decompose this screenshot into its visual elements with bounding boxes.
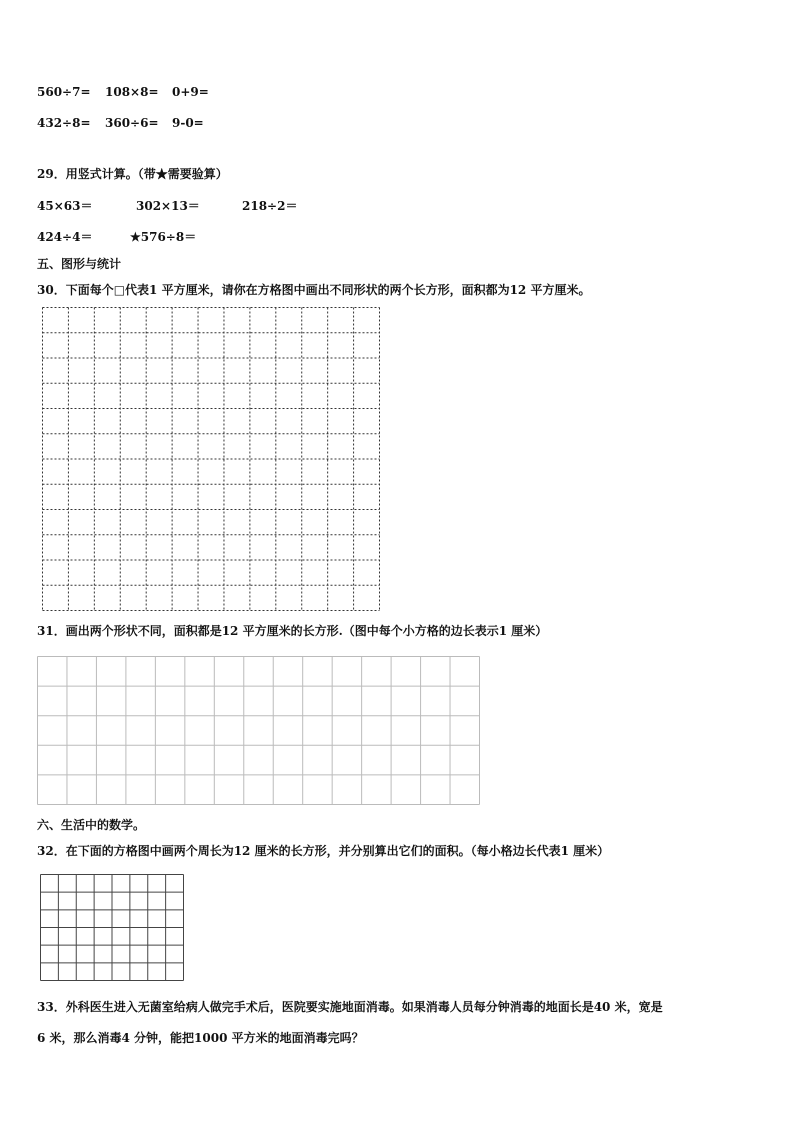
- q33-line-2: 6 米，那么消毒4 分钟，能把1000 平方米的地面消毒完吗？: [37, 1031, 364, 1045]
- q29-r2-c1: 424÷4＝: [37, 230, 93, 244]
- section-5-heading: 五、图形与统计: [37, 257, 122, 271]
- q29-r1-c1: 45×63＝: [37, 199, 93, 213]
- q30-dashed-grid: [42, 307, 380, 611]
- calc-r1-c3: 0+9=: [172, 85, 209, 99]
- q29-r1-c3: 218÷2＝: [242, 199, 298, 213]
- q32-text: 32．在下面的方格图中画两个周长为12 厘米的长方形，并分别算出它们的面积。（每小格边长代表1 厘米）: [37, 844, 610, 858]
- calc-r1-c2: 108×8=: [105, 85, 159, 99]
- section-6-heading: 六、生活中的数学。: [37, 818, 146, 832]
- calc-r2-c2: 360÷6=: [105, 116, 159, 130]
- q29-r1-c2: 302×13＝: [136, 199, 200, 213]
- q33-line-1: 33．外科医生进入无菌室给病人做完手术后，医院要实施地面消毒。如果消毒人员每分钟消毒的地面长是40 米，宽是: [37, 1000, 663, 1014]
- calc-r2-c3: 9-0=: [172, 116, 204, 130]
- q30-text: 30．下面每个□代表1 平方厘米，请你在方格图中画出不同形状的两个长方形，面积都为12 平方厘米。: [37, 283, 591, 297]
- calc-r2-c1: 432÷8=: [37, 116, 91, 130]
- q31-square-grid: [37, 656, 480, 805]
- q31-text: 31．画出两个形状不同，面积都是12 平方厘米的长方形.（图中每个小方格的边长表示1 厘米）: [37, 624, 548, 638]
- q32-square-grid: [40, 874, 184, 981]
- q29-r2-c2: ★576÷8＝: [130, 230, 197, 244]
- calc-r1-c1: 560÷7=: [37, 85, 91, 99]
- q29-title: 29．用竖式计算。（带★需要验算）: [37, 167, 228, 181]
